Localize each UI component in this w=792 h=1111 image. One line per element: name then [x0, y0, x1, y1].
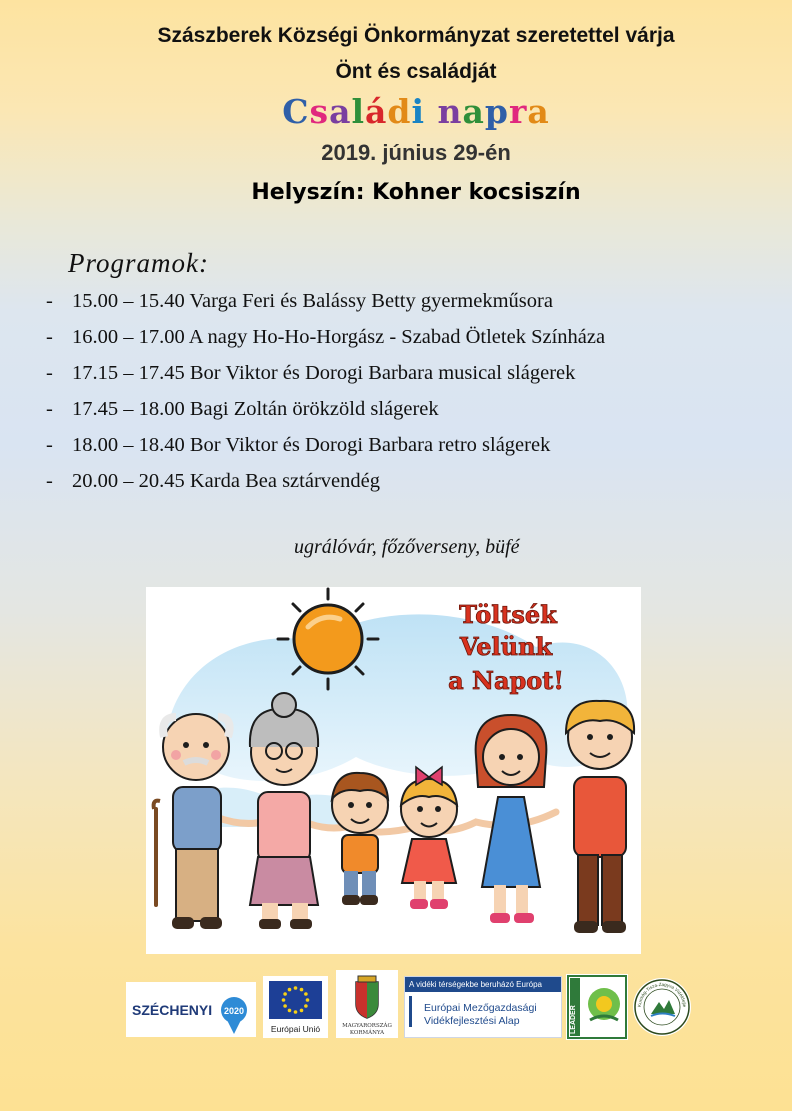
sky-cloud — [165, 614, 627, 781]
eu-star — [300, 1009, 304, 1013]
eu-logo — [263, 976, 328, 1038]
title-letter: á — [365, 92, 388, 131]
sponsor-logos — [0, 970, 792, 1040]
title-letter: a — [527, 92, 550, 131]
title-letter: d — [387, 92, 412, 131]
eafrd-logo — [404, 976, 562, 1038]
eu-flag-icon — [263, 976, 328, 1038]
title-letter — [425, 92, 438, 131]
program-list — [46, 286, 605, 502]
svg-text:2020: 2020 — [223, 1006, 245, 1016]
eu-star — [283, 1004, 287, 1008]
svg-text:Kunság-Tisza-Zagyva Vidékfejle: Kunság-Tisza-Zagyva Vidékfejle — [636, 981, 688, 1008]
svg-text:LEADER: LEADER — [570, 1005, 577, 1034]
eu-star — [294, 986, 298, 990]
eu-star — [288, 988, 292, 992]
rural-development-association-logo — [633, 978, 691, 1036]
title-letter: p — [484, 92, 509, 131]
bullet-dash: - — [46, 398, 53, 420]
eu-star — [304, 1004, 308, 1008]
program-item: - 17.15 – 17.45 Bor Viktor és Dorogi Barbara musical slágerek — [46, 358, 605, 394]
boy-figure — [332, 773, 388, 905]
grandpa-figure — [154, 714, 230, 929]
eu-star — [300, 988, 304, 992]
event-location: Helyszín: Kohner kocsiszín — [251, 180, 581, 205]
program-item: - 18.00 – 18.40 Bor Viktor és Dorogi Barbara retro slágerek — [46, 430, 605, 466]
event-title — [0, 92, 792, 131]
association-seal-icon — [633, 978, 691, 1036]
eu-star — [294, 1010, 298, 1014]
szechenyi-logo — [126, 982, 256, 1037]
eu-star — [304, 992, 308, 996]
slogan-line-1: Töltsék — [459, 600, 557, 629]
svg-text:SZÉCHENYI: SZÉCHENYI — [132, 1002, 213, 1018]
family-illustration-svg — [146, 587, 641, 954]
sun-icon — [278, 589, 378, 689]
program-item: - 15.00 – 15.40 Varga Feri és Balássy Betty gyermekműsora — [46, 286, 605, 322]
leader-icon — [566, 974, 628, 1040]
invitation-line-2: Önt és családját — [335, 60, 497, 83]
bullet-dash: - — [46, 290, 53, 312]
eu-star — [288, 1009, 292, 1013]
slogan-line-3: a Napot! — [448, 666, 564, 695]
event-date: 2019. június 29-én — [321, 140, 511, 165]
grandma-figure — [250, 693, 318, 929]
szechenyi-2020-icon — [126, 982, 256, 1037]
title-letter: a — [329, 92, 352, 131]
svg-text:MAGYARORSZÁG: MAGYARORSZÁG — [342, 1023, 392, 1029]
title-letter: n — [437, 92, 463, 131]
bullet-dash: - — [46, 362, 53, 384]
title-letter: l — [351, 92, 366, 131]
program-item: - 20.00 – 20.45 Karda Bea sztárvendég — [46, 466, 605, 502]
program-item: - 17.45 – 18.00 Bagi Zoltán örökzöld slágerek — [46, 394, 605, 430]
svg-text:KORMÁNYA: KORMÁNYA — [349, 1030, 385, 1036]
title-letter: i — [411, 92, 426, 131]
program-item: - 16.00 – 17.00 A nagy Ho-Ho-Horgász - Szabad Ötletek Színháza — [46, 322, 605, 358]
bullet-dash: - — [46, 326, 53, 348]
title-letter: r — [509, 92, 528, 131]
dad-figure — [566, 701, 634, 933]
bullet-dash: - — [46, 470, 53, 492]
eafrd-banner: A vidéki térségekbe beruházó Európa — [405, 977, 561, 992]
title-letter: C — [282, 92, 310, 131]
bullet-dash: - — [46, 434, 53, 456]
eu-star — [283, 992, 287, 996]
title-letter: a — [462, 92, 485, 131]
slogan-line-2: Velünk — [459, 632, 553, 661]
extras-text: ugrálóvár, főzőverseny, büfé — [294, 536, 520, 558]
eafrd-line-1: Európai Mezőgazdasági — [409, 996, 561, 1014]
svg-text:Európai Unió: Európai Unió — [270, 1024, 321, 1034]
eafrd-line-2: Vidékfejlesztési Alap — [409, 1014, 561, 1027]
eu-star — [306, 998, 310, 1002]
invitation-line-1: Szászberek Községi Önkormányzat szeretettel várja — [157, 24, 675, 47]
eu-star — [282, 998, 286, 1002]
girl-figure — [401, 767, 457, 909]
program-heading: Programok: — [68, 248, 209, 278]
hungarian-government-logo — [336, 970, 398, 1038]
leader-logo — [566, 974, 628, 1040]
family-illustration — [146, 587, 641, 954]
coat-of-arms-icon — [336, 970, 398, 1038]
title-letter: s — [309, 92, 330, 131]
